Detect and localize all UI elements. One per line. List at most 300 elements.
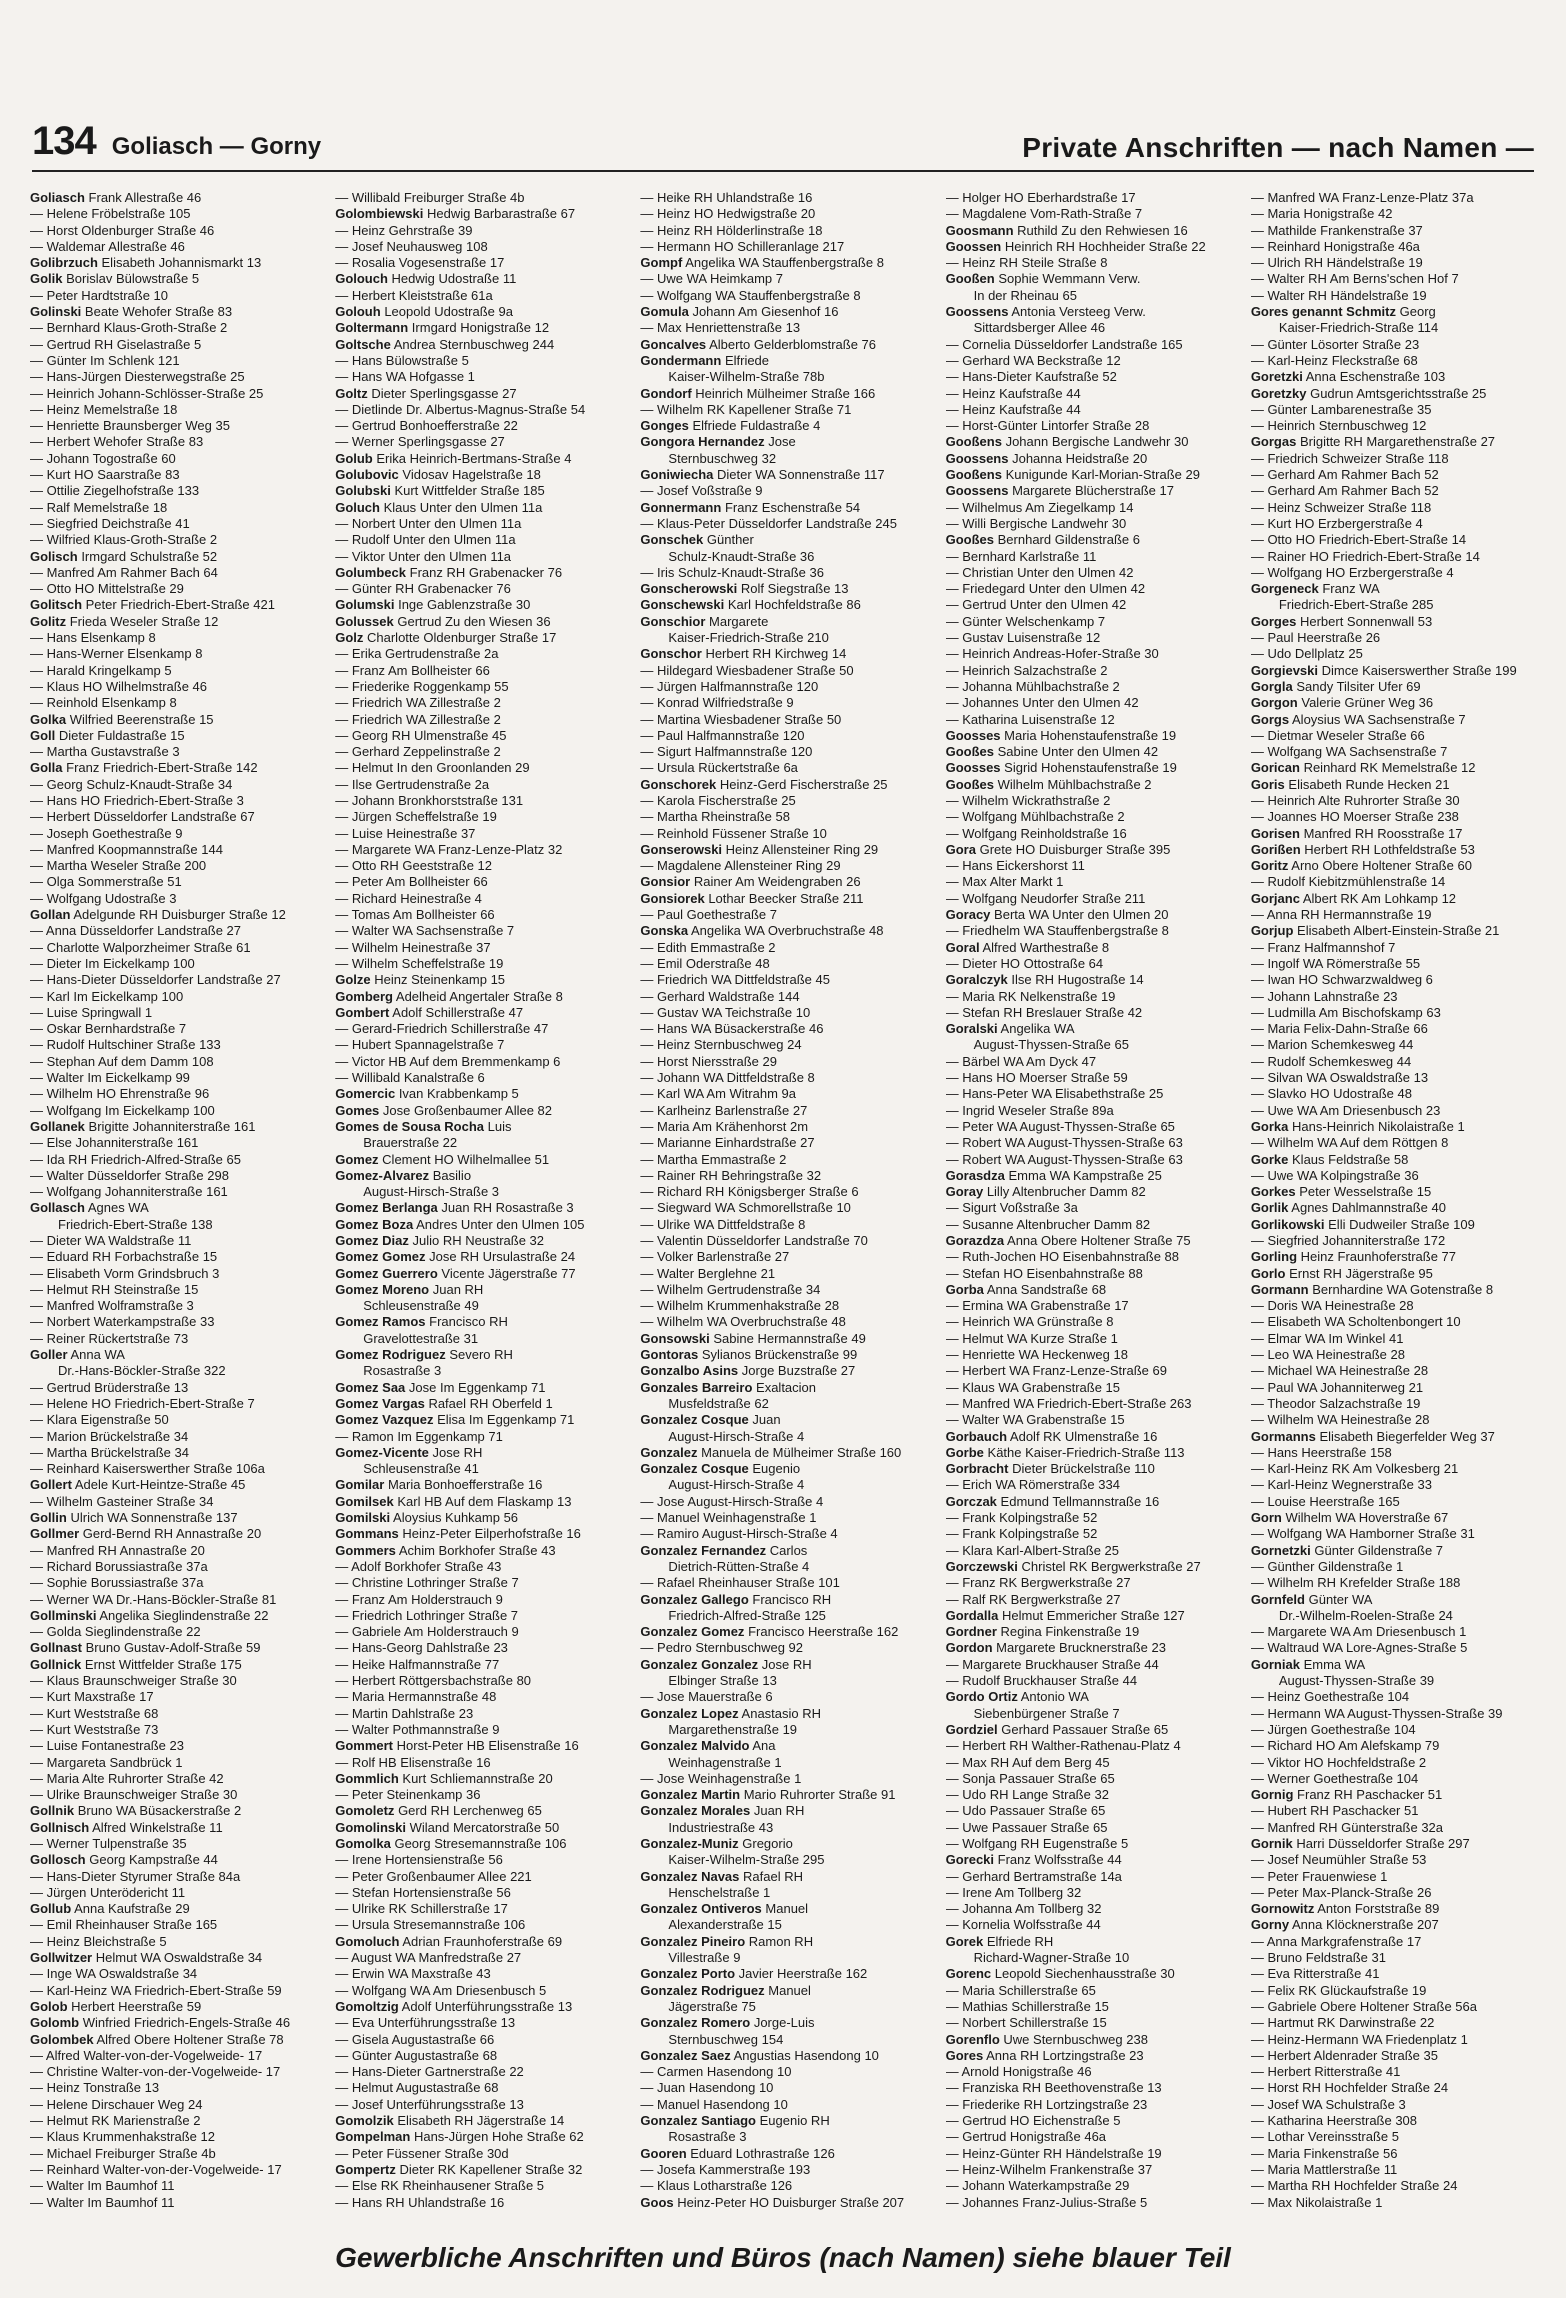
directory-entry bbox=[335, 1575, 632, 1591]
entry-surname: — bbox=[640, 222, 654, 238]
entry-surname: — bbox=[335, 744, 349, 760]
entry-details: Maria Honigstraße 42 bbox=[1267, 206, 1393, 222]
entry-details: Gertrud Bonhoefferstraße 22 bbox=[351, 418, 518, 434]
directory-entry bbox=[1251, 549, 1548, 565]
directory-entry bbox=[335, 2064, 632, 2080]
entry-details: Richard RH Königsberger Straße 6 bbox=[657, 1184, 859, 1200]
directory-entry bbox=[946, 2195, 1243, 2211]
entry-details: Christine Lothringer Straße 7 bbox=[351, 1575, 519, 1591]
directory-entry bbox=[946, 744, 1243, 760]
entry-surname: — bbox=[1250, 1379, 1264, 1395]
directory-entry bbox=[335, 1771, 632, 1787]
directory-entry bbox=[946, 940, 1243, 956]
entry-details: Emma WA bbox=[1303, 1656, 1366, 1672]
entry-surname: — bbox=[335, 1705, 349, 1721]
entry-details: Hans RH Uhlandstraße 16 bbox=[351, 2194, 505, 2210]
entry-details: Heinz-Wilhelm Frankenstraße 37 bbox=[962, 2161, 1153, 2177]
entry-details: Juan RH bbox=[432, 1281, 484, 1297]
entry-surname: — bbox=[945, 874, 959, 890]
entry-surname: — bbox=[30, 890, 43, 906]
entry-details: Udo Dellplatz 25 bbox=[1267, 646, 1363, 662]
entry-details: Klaus HO Wilhelmstraße 46 bbox=[46, 678, 208, 694]
entry-details: Rudolf Bruckhauser Straße 44 bbox=[962, 1673, 1138, 1689]
entry-details: Walter RH Händelstraße 19 bbox=[1267, 287, 1427, 303]
entry-surname: — bbox=[945, 2015, 959, 2031]
entry-details: Harald Kringelkamp 5 bbox=[46, 662, 172, 678]
directory-entry bbox=[1251, 1852, 1548, 1868]
directory-entry bbox=[946, 1803, 1243, 1819]
entry-surname: Gorke bbox=[1250, 1151, 1289, 1167]
entry-surname: Goris bbox=[1250, 776, 1285, 792]
entry-details: Sternbuschweg 154 bbox=[668, 2031, 784, 2047]
directory-entry bbox=[1251, 271, 1548, 287]
entry-surname: Gonzalez Rodriguez bbox=[640, 1982, 765, 1998]
entry-details: Wilhelm Gasteiner Straße 34 bbox=[46, 1493, 214, 1509]
entry-surname: Gollan bbox=[30, 907, 71, 923]
entry-details: Ulrike Braunschweiger Straße 30 bbox=[46, 1787, 238, 1803]
directory-entry bbox=[1251, 402, 1548, 418]
entry-details: Manuela de Mülheimer Straße 160 bbox=[701, 1444, 902, 1460]
entry-details: Else RK Rheinhausener Straße 5 bbox=[351, 2178, 545, 2194]
entry-surname: — bbox=[640, 1135, 654, 1151]
directory-entry bbox=[1251, 874, 1548, 890]
entry-details: Agnes WA bbox=[87, 1200, 149, 1216]
entry-details: Severo RH bbox=[449, 1347, 513, 1363]
entry-surname: — bbox=[1250, 2080, 1264, 2096]
entry-surname: — bbox=[30, 1721, 43, 1737]
entry-surname: — bbox=[640, 1167, 654, 1183]
entry-surname: — bbox=[335, 1787, 349, 1803]
directory-entry bbox=[30, 500, 327, 516]
directory-entry bbox=[1251, 565, 1548, 581]
entry-surname: — bbox=[640, 1151, 654, 1167]
entry-surname: Gonzales Barreiro bbox=[640, 1379, 753, 1395]
entry-details: Martha Weseler Straße 200 bbox=[46, 858, 207, 874]
entry-surname: Goral bbox=[945, 939, 980, 955]
entry-details: Alfred Obere Holtener Straße 78 bbox=[96, 2031, 284, 2047]
entry-details: Frieda Weseler Straße 12 bbox=[69, 613, 219, 629]
directory-entry bbox=[640, 874, 937, 890]
entry-surname: Gomolka bbox=[335, 1835, 391, 1851]
entry-details: Günther Gildenstraße 1 bbox=[1267, 1558, 1404, 1574]
entry-surname: Gondermann bbox=[640, 352, 722, 368]
directory-entry bbox=[640, 2146, 937, 2162]
directory-column-4 bbox=[946, 190, 1243, 2228]
directory-entry bbox=[640, 565, 937, 581]
entry-surname: — bbox=[945, 1004, 959, 1020]
directory-entry bbox=[30, 255, 327, 271]
entry-surname: — bbox=[1250, 939, 1264, 955]
entry-surname: Golombiewski bbox=[335, 206, 424, 222]
entry-details: Kaiser-Wilhelm-Straße 78b bbox=[668, 369, 825, 385]
entry-surname: — bbox=[335, 434, 349, 450]
entry-surname: Gorjanc bbox=[1250, 890, 1300, 906]
entry-surname: — bbox=[335, 825, 349, 841]
entry-surname: — bbox=[640, 939, 654, 955]
entry-details: Dieter WA Waldstraße 11 bbox=[46, 1233, 192, 1248]
directory-entry bbox=[640, 712, 937, 728]
directory-entry bbox=[335, 940, 632, 956]
directory-entry bbox=[946, 1086, 1243, 1102]
directory-entry bbox=[30, 826, 327, 842]
entry-surname: — bbox=[1250, 744, 1264, 760]
directory-entry bbox=[1251, 2048, 1548, 2064]
entry-details: Gerard-Friedrich Schillerstraße 47 bbox=[351, 1021, 549, 1037]
directory-entry bbox=[30, 1950, 327, 1966]
entry-details: Maria Bonhoefferstraße 16 bbox=[387, 1477, 543, 1493]
directory-entry bbox=[946, 1477, 1243, 1493]
entry-surname: — bbox=[30, 1151, 43, 1167]
entry-surname: — bbox=[30, 1233, 43, 1248]
entry-details: Bernhard Karlstraße 11 bbox=[962, 548, 1097, 564]
entry-surname: — bbox=[30, 2145, 43, 2161]
entry-details: Heinz Tonstraße 13 bbox=[46, 2080, 160, 2096]
directory-entry bbox=[30, 1836, 327, 1852]
directory-entry bbox=[640, 369, 937, 385]
entry-details: Antonio WA bbox=[1020, 1689, 1089, 1705]
directory-entry bbox=[640, 1803, 937, 1819]
entry-details: Klaus-Peter Düsseldorfer Landstraße 245 bbox=[657, 515, 897, 531]
directory-entry bbox=[946, 1755, 1243, 1771]
entry-details: Rudolf Schemkesweg 44 bbox=[1267, 1053, 1412, 1069]
entry-details: Gerhard Bertramstraße 14a bbox=[962, 1868, 1122, 1884]
directory-entry bbox=[30, 1934, 327, 1950]
entry-details: Erwin WA Maxstraße 43 bbox=[351, 1966, 491, 1982]
entry-surname: — bbox=[640, 1575, 654, 1591]
directory-entry bbox=[30, 451, 327, 467]
directory-entry bbox=[335, 842, 632, 858]
entry-details: Helmut In den Groonlanden 29 bbox=[351, 760, 530, 776]
directory-entry bbox=[335, 1852, 632, 1868]
entry-details: Ivan Krabbenkamp 5 bbox=[398, 1086, 519, 1102]
entry-details: Slavko HO Udostraße 48 bbox=[1267, 1086, 1412, 1102]
directory-entry bbox=[335, 1901, 632, 1917]
entry-surname: — bbox=[640, 515, 654, 531]
entry-surname: Gorczewski bbox=[945, 1558, 1018, 1574]
directory-entry bbox=[1251, 597, 1548, 613]
entry-details: Manfred RH Roosstraße 17 bbox=[1303, 825, 1463, 841]
entry-details: Holger HO Eberhardstraße 17 bbox=[962, 190, 1136, 205]
entry-details: Dietmar Weseler Straße 66 bbox=[1267, 727, 1425, 743]
entry-surname: — bbox=[335, 1558, 349, 1574]
entry-details: Gustav WA Teichstraße 10 bbox=[657, 1004, 811, 1020]
entry-details: Wolfgang HO Erzbergerstraße 4 bbox=[1267, 564, 1454, 580]
entry-details: Herbert Düsseldorfer Landstraße 67 bbox=[46, 809, 255, 825]
directory-entry bbox=[335, 679, 632, 695]
entry-surname: — bbox=[640, 1314, 654, 1330]
directory-entry bbox=[1251, 907, 1548, 923]
entry-surname: — bbox=[640, 678, 654, 694]
directory-entry bbox=[946, 1282, 1243, 1298]
directory-entry bbox=[335, 2146, 632, 2162]
directory-entry bbox=[946, 614, 1243, 630]
entry-surname: — bbox=[640, 1265, 654, 1281]
entry-surname: — bbox=[30, 2129, 43, 2145]
directory-entry bbox=[1251, 1755, 1548, 1771]
entry-details: Maria Schillerstraße 65 bbox=[962, 1982, 1096, 1998]
entry-details: Regina Finkenstraße 19 bbox=[1000, 1624, 1140, 1640]
entry-surname: — bbox=[1250, 1640, 1264, 1656]
entry-details: Heinz Goethestraße 104 bbox=[1267, 1689, 1410, 1705]
directory-entry bbox=[30, 1119, 327, 1135]
directory-entry bbox=[1251, 1005, 1548, 1021]
directory-entry bbox=[946, 581, 1243, 597]
directory-entry bbox=[1251, 744, 1548, 760]
entry-details: Charlotte Walporzheimer Straße 61 bbox=[46, 939, 251, 955]
entry-surname: Gomez Guerrero bbox=[335, 1265, 438, 1281]
entry-surname: — bbox=[30, 1444, 43, 1460]
directory-entry bbox=[640, 1787, 937, 1803]
directory-entry bbox=[946, 1005, 1243, 1021]
entry-details: Heinrich RH Hochheider Straße 22 bbox=[1004, 238, 1206, 254]
directory-entry bbox=[946, 1217, 1243, 1233]
entry-details: Ingolf WA Römerstraße 55 bbox=[1267, 955, 1421, 971]
entry-surname: — bbox=[30, 467, 43, 483]
entry-surname: Gonzalez Romero bbox=[640, 2015, 751, 2031]
entry-surname: — bbox=[335, 1607, 349, 1623]
entry-details: Heinz RH Hölderlinstraße 18 bbox=[657, 222, 823, 238]
directory-entry bbox=[640, 679, 937, 695]
directory-entry bbox=[30, 907, 327, 923]
entry-details: Alfred Walter-von-der-Vogelweide- 17 bbox=[45, 2047, 263, 2063]
directory-entry bbox=[30, 874, 327, 890]
entry-details: Gerhard WA Beckstraße 12 bbox=[962, 352, 1121, 368]
directory-entry bbox=[946, 549, 1243, 565]
directory-entry bbox=[640, 2178, 937, 2194]
entry-details: Johann Waterkampstraße 29 bbox=[962, 2178, 1130, 2194]
directory-entry bbox=[946, 1054, 1243, 1070]
entry-surname: Golumski bbox=[335, 597, 395, 613]
directory-entry bbox=[946, 1657, 1243, 1673]
directory-entry bbox=[30, 1135, 327, 1151]
directory-entry bbox=[640, 663, 937, 679]
directory-entry bbox=[30, 2080, 327, 2096]
entry-details: August-Hirsch-Straße 3 bbox=[363, 1184, 500, 1200]
directory-entry bbox=[1251, 923, 1548, 939]
entry-surname: — bbox=[1250, 2145, 1264, 2161]
entry-surname: — bbox=[1250, 1021, 1264, 1037]
directory-entry bbox=[946, 2032, 1243, 2048]
entry-surname: — bbox=[30, 1070, 43, 1086]
entry-details: Brigitte Johanniterstraße 161 bbox=[88, 1118, 256, 1134]
directory-entry bbox=[335, 2015, 632, 2031]
entry-details: Friedrich-Ebert-Straße 138 bbox=[58, 1216, 213, 1232]
entry-surname: — bbox=[640, 287, 654, 303]
entry-details: Angelika Sieglindenstraße 22 bbox=[99, 1607, 269, 1623]
entry-surname: — bbox=[945, 190, 959, 205]
entry-surname: Gollub bbox=[30, 1901, 72, 1917]
directory-entry bbox=[1251, 239, 1548, 255]
entry-surname: — bbox=[945, 646, 959, 662]
entry-details: Herbert Kleiststraße 61a bbox=[351, 287, 493, 303]
entry-surname: Golubski bbox=[335, 483, 391, 499]
directory-entry bbox=[946, 858, 1243, 874]
entry-details: Manuel Weinhagenstraße 1 bbox=[657, 1510, 817, 1526]
entry-details: Gerhard Waldstraße 144 bbox=[657, 988, 800, 1004]
entry-details: Heinz-Peter Eilperhofstraße 16 bbox=[402, 1526, 581, 1542]
directory-column-1 bbox=[30, 190, 327, 2228]
entry-surname: — bbox=[335, 955, 349, 971]
entry-details: Jose Mauerstraße 6 bbox=[657, 1689, 773, 1705]
entry-details: Wolfgang Udostraße 3 bbox=[46, 890, 177, 906]
entry-details: Heinrich Alte Ruhrorter Straße 30 bbox=[1267, 792, 1460, 808]
entry-surname: Gorjup bbox=[1250, 923, 1294, 939]
directory-entry bbox=[30, 1885, 327, 1901]
entry-details: Peter Friedrich-Ebert-Straße 421 bbox=[85, 597, 275, 613]
directory-entry bbox=[1251, 516, 1548, 532]
entry-details: Maria Felix-Dahn-Straße 66 bbox=[1267, 1021, 1428, 1037]
entry-surname: — bbox=[945, 1265, 959, 1281]
entry-surname: — bbox=[1250, 1037, 1264, 1053]
entry-surname: — bbox=[1250, 2178, 1264, 2194]
entry-details: Jose August-Hirsch-Straße 4 bbox=[657, 1493, 824, 1509]
directory-entry bbox=[335, 1673, 632, 1689]
directory-entry bbox=[946, 2178, 1243, 2194]
entry-surname: — bbox=[640, 809, 654, 825]
entry-surname: — bbox=[30, 2161, 43, 2177]
entry-surname: — bbox=[30, 222, 43, 238]
directory-entry bbox=[1251, 1624, 1548, 1640]
directory-entry bbox=[946, 1119, 1243, 1135]
entry-surname: — bbox=[335, 1868, 349, 1884]
entry-details: Wolfgang WA Am Driesenbusch 5 bbox=[351, 1982, 547, 1998]
directory-entry bbox=[30, 923, 327, 939]
entry-details: Hans-Dieter Kaufstraße 52 bbox=[962, 369, 1117, 385]
entry-surname: Gonzalez Cosque bbox=[640, 1412, 749, 1428]
entry-surname: Gomberg bbox=[335, 988, 393, 1004]
directory-entry bbox=[30, 1901, 327, 1917]
directory-entry bbox=[30, 565, 327, 581]
entry-details: Kurt Wittfelder Straße 185 bbox=[394, 483, 545, 499]
entry-surname: — bbox=[30, 1265, 43, 1281]
entry-surname: Gordon bbox=[945, 1640, 993, 1656]
entry-details: Klaus WA Grabenstraße 15 bbox=[962, 1379, 1120, 1395]
entry-surname: — bbox=[30, 1379, 43, 1395]
entry-surname: — bbox=[1250, 564, 1264, 580]
directory-entry bbox=[335, 1820, 632, 1836]
entry-surname: Goosmann bbox=[945, 222, 1014, 238]
entry-details: Gertrud Brüderstraße 13 bbox=[46, 1379, 189, 1395]
directory-entry bbox=[335, 956, 632, 972]
entry-details: Karl-Heinz Wegnerstraße 33 bbox=[1267, 1477, 1432, 1493]
directory-entry bbox=[335, 1266, 632, 1282]
directory-entry bbox=[640, 1706, 937, 1722]
directory-entry bbox=[640, 760, 937, 776]
entry-details: Horst RH Hochfelder Straße 24 bbox=[1267, 2080, 1449, 2096]
entry-details: Wolfgang RH Eugenstraße 5 bbox=[962, 1835, 1129, 1851]
entry-details: Franz WA bbox=[1322, 581, 1380, 597]
directory-entry bbox=[640, 1640, 937, 1656]
entry-surname: — bbox=[1250, 2096, 1264, 2112]
directory-entry bbox=[946, 907, 1243, 923]
entry-surname: Gomez-Vicente bbox=[335, 1444, 429, 1460]
entry-details: Valentin Düsseldorfer Landstraße 70 bbox=[657, 1233, 868, 1248]
directory-entry bbox=[1251, 467, 1548, 483]
entry-details: Edmund Tellmannstraße 16 bbox=[1000, 1493, 1160, 1509]
entry-details: August WA Manfredstraße 27 bbox=[351, 1950, 522, 1966]
entry-details: Stephan Auf dem Damm 108 bbox=[46, 1053, 214, 1069]
directory-entry bbox=[1251, 1037, 1548, 1053]
directory-entry bbox=[335, 891, 632, 907]
entry-details: Elisabeth Albert-Einstein-Straße 21 bbox=[1297, 923, 1500, 939]
directory-entry bbox=[335, 337, 632, 353]
entry-surname: — bbox=[640, 1118, 654, 1134]
entry-details: Johann WA Dittfeldstraße 8 bbox=[657, 1070, 815, 1086]
entry-surname: — bbox=[945, 662, 959, 678]
entry-surname: Gonschewski bbox=[640, 597, 725, 613]
entry-surname: — bbox=[1250, 206, 1264, 222]
entry-details: Ulrike WA Dittfeldstraße 8 bbox=[657, 1216, 806, 1232]
entry-details: Wiland Mercatorstraße 50 bbox=[409, 1819, 560, 1835]
entry-surname: Gollin bbox=[30, 1510, 67, 1526]
entry-details: Hans Bülowstraße 5 bbox=[351, 352, 469, 368]
entry-details: Udo RH Lange Straße 32 bbox=[962, 1787, 1109, 1803]
entry-details: Wilhelm RH Krefelder Straße 188 bbox=[1267, 1575, 1461, 1591]
entry-surname: Gommers bbox=[335, 1542, 396, 1558]
entry-surname: — bbox=[1250, 548, 1264, 564]
directory-entry bbox=[30, 2032, 327, 2048]
directory-entry bbox=[640, 2015, 937, 2031]
entry-surname: — bbox=[30, 2047, 43, 2063]
directory-entry bbox=[335, 1608, 632, 1624]
entry-surname: — bbox=[30, 1167, 43, 1183]
entry-details: Helmut RK Marienstraße 2 bbox=[46, 2113, 201, 2129]
entry-surname: — bbox=[640, 955, 654, 971]
entry-details: Wolfgang Neudorfer Straße 211 bbox=[962, 890, 1146, 906]
entry-surname: — bbox=[30, 1428, 43, 1444]
entry-details: Dr.-Wilhelm-Roelen-Straße 24 bbox=[1278, 1607, 1453, 1623]
entry-surname: — bbox=[30, 401, 43, 417]
directory-column-5 bbox=[1251, 190, 1548, 2228]
entry-details: Golda Sieglindenstraße 22 bbox=[46, 1624, 201, 1640]
directory-entry bbox=[335, 1755, 632, 1771]
directory-entry bbox=[30, 1184, 327, 1200]
entry-details: Andrea Sternbuschweg 244 bbox=[393, 336, 555, 352]
directory-entry bbox=[640, 646, 937, 662]
entry-surname: Gorlo bbox=[1250, 1265, 1286, 1281]
entry-surname: — bbox=[335, 646, 349, 662]
entry-details: Georg Kampstraße 44 bbox=[89, 1852, 218, 1868]
directory-entry bbox=[335, 1526, 632, 1542]
directory-entry bbox=[1251, 2162, 1548, 2178]
directory-entry bbox=[1251, 532, 1548, 548]
entry-surname: — bbox=[945, 1379, 959, 1395]
entry-surname: Gollert bbox=[30, 1477, 72, 1493]
entry-surname: Golitsch bbox=[30, 597, 83, 613]
directory-entry bbox=[335, 1494, 632, 1510]
entry-details: Adolf RK Ulmenstraße 16 bbox=[1009, 1428, 1158, 1444]
entry-details: Hans-Dieter Styrumer Straße 84a bbox=[46, 1868, 241, 1884]
entry-surname: — bbox=[1250, 499, 1264, 515]
directory-entry bbox=[1251, 1592, 1548, 1608]
directory-entry bbox=[335, 304, 632, 320]
entry-surname: — bbox=[1250, 1347, 1264, 1363]
directory-entry bbox=[30, 777, 327, 793]
directory-entry bbox=[1251, 1282, 1548, 1298]
directory-entry bbox=[335, 630, 632, 646]
entry-details: Hubert RH Paschacker 51 bbox=[1267, 1803, 1419, 1819]
entry-details: Otto HO Friedrich-Ebert-Straße 14 bbox=[1267, 532, 1467, 548]
entry-surname: Gomez Moreno bbox=[335, 1281, 430, 1297]
directory-entry bbox=[946, 874, 1243, 890]
entry-details: Alexanderstraße 15 bbox=[668, 1917, 782, 1933]
directory-entry bbox=[640, 304, 937, 320]
entry-details: Johannes Unter den Ulmen 42 bbox=[962, 695, 1139, 711]
entry-surname: — bbox=[335, 809, 349, 825]
entry-details: Karl-Heinz RK Am Volkesberg 21 bbox=[1267, 1461, 1459, 1477]
entry-surname: — bbox=[640, 1233, 654, 1248]
directory-entry bbox=[335, 2178, 632, 2194]
